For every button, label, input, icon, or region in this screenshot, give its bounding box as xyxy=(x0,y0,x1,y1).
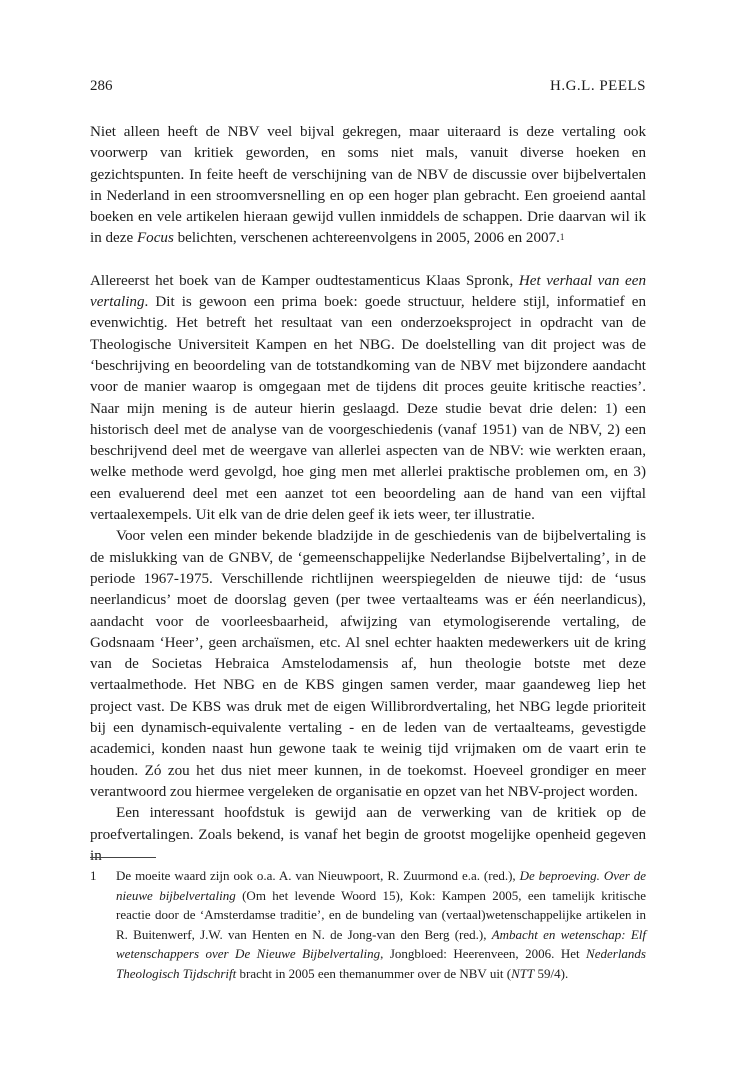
page-number: 286 xyxy=(90,78,113,94)
italic-title: De beproeving. Over de nieuwe bijbelvertaling xyxy=(116,868,646,903)
italic-title: Nederlands Theologisch Tijdschrift xyxy=(116,946,646,981)
footnote-divider xyxy=(90,857,156,858)
paragraph-text: Niet alleen heeft de NBV veel bijval gekregen, maar uiteraard is deze vertaling ook voorwerp van kritiek geworden, en soms niet mals, vanuit diverse hoeken en gezichtspunten. In feite heeft de verschijning van de NBV de discussie over bijbelvertalen in Nederland in een stroomversnelling en op een hoger plan gebracht. Een groeiend aantal boeken en vele artikelen hieraan gewijd vullen inmiddels de schappen. Drie daarvan wil ik in deze xyxy=(90,124,646,247)
paragraph-spronk xyxy=(90,271,646,527)
page-header xyxy=(90,78,646,100)
running-head: H.G.L. PEELS xyxy=(550,78,646,94)
footnote-reference[interactable]: 1 xyxy=(559,232,565,243)
italic-title: Ambacht en wetenschap: Elf wetenschappers over De Nieuwe Bijbelvertaling xyxy=(116,926,646,962)
body-text xyxy=(90,122,646,867)
paragraph-text: Allereerst het boek van de Kamper oudtestamenticus Klaas Spronk, xyxy=(90,272,519,289)
italic-title: Focus xyxy=(136,230,174,247)
paragraph-text: . Dit is gewoon een prima boek: goede structuur, heldere stijl, informatief en evenwichtig. Het betreft het resultaat van een onderzoeksproject in opdracht van de Theologische Universiteit Kampen en het NBG. De doelstelling van dit project was de ‘beschrijving en beoordeling van de totstandkoming van de NBV met bijzondere aandacht voor de manier waarop is omgegaan met de tijdens dit proces geuite kritische reacties’. Naar mijn mening is de auteur hierin geslaagd. Deze studie bevat drie delen: 1) een historisch deel met de analyse van de voorgeschiedenis (vanaf 1951) van de NBV, 2) een beschrijvend deel met de weergave van allerlei aspecten van de NBV: wie werkten eraan, welke methode werd gevolgd, hoe ging men met allerlei praktische problemen om, en 3) een evaluerend deel met een aanzet tot een beoordeling aan de hand van een vijftal vertaalexempels. Uit elk van de drie delen geef ik iets weer, ter illustratie. xyxy=(90,294,646,524)
footnote-number: 1 xyxy=(90,868,97,883)
paragraph-gnbv: Voor velen een minder bekende bladzijde in de geschiedenis van de bijbelvertaling is de mislukking van de GNBV, de ‘gemeenschappelijke Nederlandse Bijbelvertaling’, in de periode 1967-1975. Verschillende richtlijnen weerspiegelden de nieuwe tijd: de ‘usus neerlandicus’ moet de doorslag geven (per twee vertaalteams was er één neerlandicus), aandacht voor de voorleesbaarheid, afwijzing van etymologiserende vertaling, de Godsnaam ‘Heer’, geen archaïsmen, etc. Al snel echter haakten medewerkers uit de kring van de Societas Hebraica Amstelodamensis af, hun theologie botste met deze vertaalmethode. Het NBG en de KBS gingen samen verder, maar gaandeweg liep het project vast. De KBS was druk met de eigen Willibrordvertaling, het NBG legde prioriteit bij een dynamisch-equivalente vertaling - en de leden van de vertaalteams, gevestigde academici, konden naast hun gewone taak te weinig tijd vrijmaken om de vaart erin te houden. Zó zou het dus niet meer kunnen, in de toekomst. Hoeveel grondiger en meer verantwoord zou hiermee vergeleken de organisatie en opzet van het NBV-project worden. xyxy=(90,528,646,800)
footnote-text: De moeite waard zijn ook o.a. A. van Nieuwpoort, R. Zuurmond e.a. (red.), De beproeving. Over de nieuwe bijbelvertaling (Om het levende Woord 15), Kok: Kampen 2005, een tamelijk kritische reactie door de ‘Amsterdamse traditie’, en de bundeling van (vertaal)wetenschappelijke artikelen in R. Buitenwerf, J.W. van Henten en N. de Jong-van den Berg (red.), Ambacht en wetenschap: Elf wetenschappers over De Nieuwe Bijbelvertaling, Jongbloed: Heerenveen, 2006. Het Nederlands Theologisch Tijdschrift bracht in 2005 een themanummer over de NBV uit (NTT 59/4). xyxy=(116,868,646,981)
paragraph-text: belichten, verschenen achtereenvolgens in 2005, 2006 en 2007. xyxy=(173,230,560,247)
footnote xyxy=(90,866,646,984)
paragraph-intro xyxy=(90,122,646,250)
italic-title: Het verhaal van een vertaling xyxy=(90,272,646,311)
paragraph-kritiek: Een interessant hoofdstuk is gewijd aan de verwerking van de kritiek op de proefvertalingen. Zoals bekend, is vanaf het begin de grootst mogelijke openheid gegeven in xyxy=(90,805,646,864)
italic-title: NTT xyxy=(511,965,535,981)
